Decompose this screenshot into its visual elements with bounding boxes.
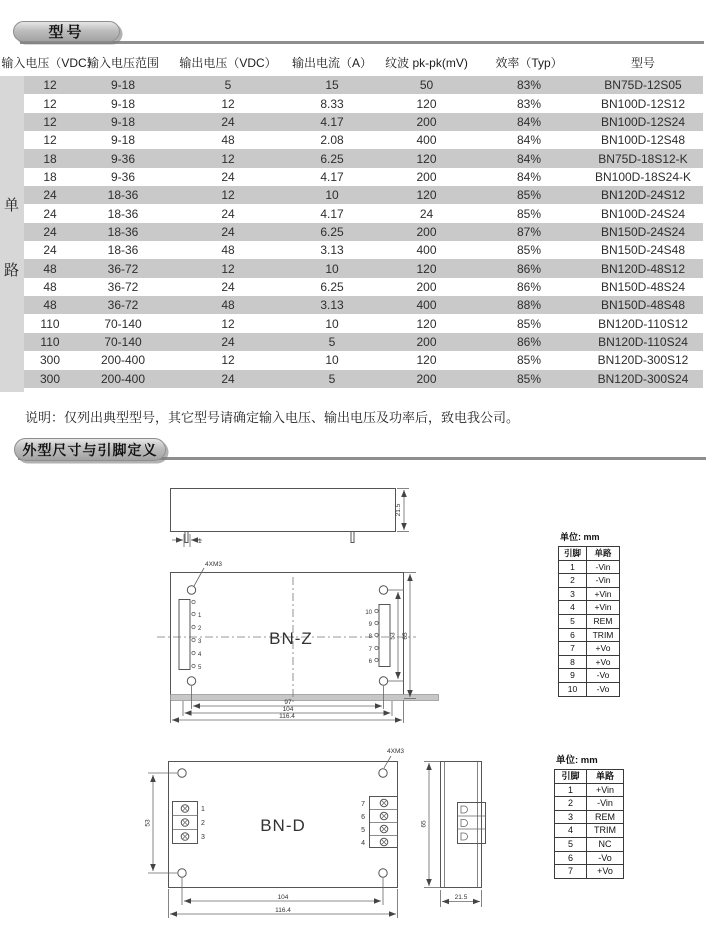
pin-table-cell: REM — [587, 614, 620, 628]
table-cell: 4.17 — [320, 169, 344, 184]
table-cell: 12 — [43, 96, 57, 111]
column-header: 输出电压（VDC） — [179, 55, 277, 70]
pin-table-cell: 2 — [555, 797, 587, 811]
table-cell: 6.25 — [320, 151, 344, 166]
row-group-label-char: 路 — [4, 262, 20, 279]
table-cell: BN100D-12S24 — [600, 114, 686, 129]
pin-number: 6 — [368, 659, 372, 665]
table-cell: 36-72 — [107, 279, 139, 294]
table-cell: 6.25 — [320, 224, 344, 239]
mounting-hole — [187, 677, 195, 685]
pin-table-cell: 5 — [555, 837, 587, 851]
table-cell: BN150D-24S48 — [600, 243, 686, 258]
pin-table-row — [559, 587, 620, 601]
pin-table-row — [555, 851, 624, 865]
table-cell: BN150D-48S24 — [600, 279, 686, 294]
table-cell: 18-36 — [107, 188, 139, 203]
table-cell: 10 — [325, 353, 339, 368]
pin-table-cell: -Vo — [587, 851, 624, 865]
table-row — [24, 314, 703, 332]
table-cell: 5 — [328, 334, 336, 349]
table-cell: 400 — [416, 133, 437, 148]
table-row — [24, 296, 703, 314]
table-cell: 12 — [221, 353, 235, 368]
dim-label: 21.5 — [454, 894, 468, 901]
table-row — [24, 168, 703, 186]
pin-table-row — [555, 865, 624, 879]
pin-table-cell: +Vo — [587, 865, 624, 879]
bnd-side-view — [421, 762, 486, 908]
pin-number: 7 — [368, 647, 372, 653]
table-cell: 18-36 — [107, 224, 139, 239]
table-cell: 84% — [516, 133, 542, 148]
table-row — [24, 241, 703, 259]
pin — [185, 532, 188, 543]
table-cell: 48 — [221, 298, 235, 313]
pin-table-cell: 10 — [559, 682, 587, 696]
table-cell: 12 — [43, 78, 57, 93]
table-row — [24, 204, 703, 222]
pin-table-cell: 4 — [555, 824, 587, 838]
mounting-hole — [379, 769, 387, 777]
pin-table-cell: 6 — [559, 628, 587, 642]
table-cell: 85% — [516, 243, 542, 258]
dim-label: 65 — [402, 632, 409, 640]
column-header: 输入电压范围 — [86, 55, 159, 70]
dim-label: 104 — [277, 894, 289, 901]
table-cell: 48 — [221, 243, 235, 258]
pin-table-cell: TRIM — [587, 628, 620, 642]
table-cell: 70-140 — [104, 316, 142, 331]
table-cell: 120 — [416, 188, 437, 203]
pin-table-cell: 3 — [555, 810, 587, 824]
table-cell: BN120D-300S24 — [597, 371, 689, 386]
pin-number: 3 — [198, 639, 202, 645]
table-cell: 400 — [416, 243, 437, 258]
terminal-number: 5 — [361, 827, 365, 834]
pin-table-cell: 7 — [559, 642, 587, 656]
dim-label: 116.4 — [275, 907, 291, 914]
table-cell: 300 — [39, 371, 61, 386]
table-cell: 9-36 — [110, 151, 136, 166]
table-cell: 8.33 — [320, 96, 344, 111]
dim-label-pin-width: 1 — [198, 538, 202, 545]
table-cell: 48 — [43, 298, 57, 313]
table-cell: 24 — [419, 206, 434, 221]
mounting-hole — [178, 769, 186, 777]
table-cell: 9-18 — [110, 78, 136, 93]
table-cell: 86% — [516, 261, 542, 276]
table-cell: BN120D-110S24 — [598, 334, 688, 349]
table-cell: 84% — [516, 114, 542, 129]
pin-table-row — [559, 601, 620, 615]
pin-table-header-cell: 引脚 — [559, 547, 587, 561]
table-cell: 83% — [516, 78, 542, 93]
table-cell: 6.25 — [320, 279, 344, 294]
table-cell: 18 — [43, 151, 57, 166]
table-cell: 50 — [419, 78, 434, 93]
pin-table-cell: -Vin — [587, 560, 620, 574]
table-cell: 120 — [416, 96, 437, 111]
pin-table-row — [559, 614, 620, 628]
terminal-number: 1 — [201, 806, 205, 813]
table-cell: 120 — [416, 353, 437, 368]
dim-label-height: 21.5 — [395, 503, 402, 517]
table-cell: 24 — [43, 188, 57, 203]
bnd-pin-table-body — [555, 770, 624, 879]
dim-label: 53 — [144, 819, 152, 827]
pin-table-cell: 4 — [559, 601, 587, 615]
section-tab-outline: 外型尺寸与引脚定义 — [14, 438, 166, 461]
column-header: 型号 — [630, 55, 655, 70]
screw-spec-label: 4XM3 — [387, 748, 404, 755]
table-cell: 5 — [224, 78, 232, 93]
table-cell: 85% — [516, 371, 542, 386]
table-cell: BN150D-24S24 — [600, 224, 686, 239]
table-cell: 12 — [221, 261, 235, 276]
table-cell: BN120D-110S12 — [598, 316, 688, 331]
table-cell: BN100D-18S24-K — [594, 169, 692, 184]
table-cell: 48 — [221, 133, 235, 148]
table-row — [24, 351, 703, 369]
table-cell: 200 — [416, 224, 437, 239]
table-cell: 24 — [43, 206, 57, 221]
table-cell: 10 — [325, 261, 339, 276]
column-header: 输出电流（A） — [291, 55, 372, 70]
table-cell: 200 — [416, 169, 437, 184]
table-cell: 24 — [221, 224, 235, 239]
dim-label: 53 — [389, 632, 397, 640]
table-cell: 10 — [325, 316, 339, 331]
pin-table-row — [559, 628, 620, 642]
pin-table-cell: TRIM — [587, 824, 624, 838]
table-cell: 70-140 — [104, 334, 142, 349]
table-row — [24, 186, 703, 204]
table-cell: 110 — [40, 316, 60, 331]
dim-label: 116.4 — [279, 713, 295, 720]
pin-table-cell: +Vin — [587, 601, 620, 615]
table-row — [24, 370, 703, 388]
table-cell: 12 — [43, 133, 57, 148]
table-cell: 12 — [221, 188, 235, 203]
package-name-label: BN-Z — [269, 629, 313, 648]
pin-number: 5 — [198, 665, 202, 671]
row-group-label-char: 单 — [4, 197, 20, 214]
model-table — [24, 76, 703, 388]
pin-table-row — [555, 783, 624, 797]
table-cell: 9-36 — [110, 169, 136, 184]
table-cell: BN150D-48S48 — [600, 298, 686, 313]
pin-table-row — [559, 682, 620, 696]
table-row — [24, 113, 703, 131]
table-cell: 200 — [416, 114, 437, 129]
table-cell: 200-400 — [100, 371, 146, 386]
table-cell: 24 — [221, 206, 235, 221]
terminal-number: 7 — [361, 801, 365, 808]
pin-table-cell: 2 — [559, 574, 587, 588]
table-cell: 120 — [416, 151, 437, 166]
table-cell: 3.13 — [320, 298, 344, 313]
pin-table-row — [559, 655, 620, 669]
pin — [351, 532, 354, 543]
pin-number: 1 — [198, 613, 202, 619]
table-cell: 4.17 — [320, 206, 344, 221]
bnd-pin-table — [554, 752, 624, 879]
bnz-top-view — [157, 561, 439, 723]
pin-table-cell: 7 — [555, 865, 587, 879]
pin-table-cell: REM — [587, 810, 624, 824]
table-cell: 9-18 — [110, 133, 136, 148]
table-cell: 83% — [516, 96, 542, 111]
unit-label: 单位: mm — [556, 755, 598, 766]
pin-table-row — [559, 560, 620, 574]
mounting-hole — [379, 677, 387, 685]
table-cell: 48 — [43, 261, 57, 276]
pin-table-row — [555, 810, 624, 824]
pin-table-cell: +Vo — [587, 655, 620, 669]
table-cell: BN75D-18S12-K — [598, 151, 688, 166]
table-row — [24, 149, 703, 167]
pin-table-cell: +Vo — [587, 642, 620, 656]
pin-table-cell: -Vin — [587, 797, 624, 811]
table-cell: BN100D-24S24 — [600, 206, 686, 221]
pin-table-cell: +Vin — [587, 783, 624, 797]
pin-table-cell: 9 — [559, 669, 587, 683]
table-cell: 300 — [39, 353, 61, 368]
table-cell: BN100D-12S48 — [600, 133, 686, 148]
table-cell: 18 — [43, 169, 57, 184]
model-table-header — [1, 52, 703, 72]
table-cell: 85% — [516, 188, 542, 203]
table-cell: 12 — [221, 151, 235, 166]
bnd-top-view — [145, 748, 405, 918]
pin-table-cell: 1 — [559, 560, 587, 574]
pin-table-cell: NC — [587, 837, 624, 851]
table-row — [24, 278, 703, 296]
table-cell: 200-400 — [100, 353, 146, 368]
table-cell: 200 — [416, 334, 437, 349]
table-row — [24, 76, 703, 94]
table-cell: 12 — [221, 96, 235, 111]
table-cell: 48 — [43, 279, 57, 294]
table-cell: 24 — [221, 114, 235, 129]
pin-table-header-row — [555, 770, 624, 784]
pin-table-cell: -Vo — [587, 669, 620, 683]
table-cell: 84% — [516, 151, 542, 166]
table-cell: BN120D-300S12 — [597, 353, 689, 368]
pin-table-cell: 6 — [555, 851, 587, 865]
table-cell: 200 — [416, 371, 437, 386]
package-name-label: BN-D — [260, 816, 306, 835]
pin-table-row — [559, 669, 620, 683]
table-cell: 5 — [328, 371, 336, 386]
table-cell: 87% — [516, 224, 542, 239]
pin-table-cell: 8 — [559, 655, 587, 669]
screw-spec-label: 4XM3 — [205, 561, 222, 568]
table-cell: 85% — [516, 206, 542, 221]
mounting-hole — [187, 586, 195, 594]
pin-table-header-cell: 引脚 — [555, 770, 587, 784]
table-cell: BN120D-48S12 — [600, 261, 686, 276]
table-row — [24, 259, 703, 277]
table-cell: 24 — [221, 279, 235, 294]
pin-table-row — [555, 824, 624, 838]
section-tab-models: 型号 — [13, 21, 120, 42]
table-cell: BN100D-12S12 — [600, 96, 686, 111]
table-cell: 12 — [221, 316, 235, 331]
column-header: 效率（Typ） — [495, 55, 563, 70]
pin-table-cell: 5 — [559, 614, 587, 628]
terminal-number: 3 — [201, 834, 205, 841]
table-cell: 85% — [516, 353, 542, 368]
mounting-hole — [379, 869, 387, 877]
dim-label: 97 — [284, 699, 292, 706]
dim-label: 65 — [420, 820, 428, 828]
table-cell: 36-72 — [107, 261, 139, 276]
pin-table-cell: 3 — [559, 587, 587, 601]
pin-table-row — [555, 837, 624, 851]
table-cell: 120 — [416, 316, 437, 331]
pin-number: 4 — [198, 652, 202, 658]
bnz-pin-table-body — [559, 547, 620, 697]
table-cell: 12 — [43, 114, 57, 129]
table-cell: 86% — [516, 279, 542, 294]
row-group-strip — [0, 76, 24, 392]
unit-label: 单位: mm — [560, 532, 600, 542]
bnz-pin-table — [558, 530, 620, 697]
pin-table-row — [559, 574, 620, 588]
table-row — [24, 333, 703, 351]
table-cell: 400 — [416, 298, 437, 313]
table-cell: 18-36 — [107, 243, 139, 258]
pin-number: 8 — [368, 634, 372, 640]
pin-header — [179, 600, 190, 670]
table-cell: 86% — [516, 334, 542, 349]
terminal-block — [370, 797, 398, 848]
pin-table-row — [555, 797, 624, 811]
dim-label: 104 — [282, 706, 294, 713]
pin-table-cell: 1 — [555, 783, 587, 797]
table-cell: 24 — [43, 243, 57, 258]
pin-table-row — [559, 642, 620, 656]
table-cell: 120 — [416, 261, 437, 276]
table-cell: 18-36 — [107, 206, 139, 221]
table-cell: 24 — [43, 224, 57, 239]
table-cell: 88% — [516, 298, 542, 313]
pin-table-header-cell: 单路 — [587, 547, 620, 561]
table-cell: 200 — [416, 279, 437, 294]
pin-number: 10 — [365, 610, 372, 616]
table-cell: BN120D-24S12 — [600, 188, 686, 203]
section-rule — [20, 41, 704, 44]
note-text: 说明：仅列出典型型号，其它型号请确定输入电压、输出电压及功率后，致电我公司。 — [25, 410, 520, 425]
table-cell: 9-18 — [110, 114, 136, 129]
table-cell: 110 — [40, 334, 60, 349]
pin-header — [379, 605, 390, 667]
table-cell: 15 — [325, 78, 339, 93]
table-cell: 24 — [221, 371, 235, 386]
column-header: 输入电压（VDC） — [1, 55, 99, 70]
pin-table-cell: -Vo — [587, 682, 620, 696]
table-cell: BN75D-12S05 — [604, 78, 682, 93]
table-cell: 3.13 — [320, 243, 344, 258]
terminal-number: 4 — [361, 840, 365, 847]
table-cell: 4.17 — [320, 114, 344, 129]
pin-number: 2 — [198, 626, 202, 632]
mounting-hole — [379, 586, 387, 594]
table-row — [24, 223, 703, 241]
table-cell: 24 — [221, 169, 235, 184]
table-cell: 9-18 — [110, 96, 136, 111]
table-cell: 36-72 — [107, 298, 139, 313]
table-cell: 10 — [325, 188, 339, 203]
table-row — [24, 94, 703, 112]
column-header: 纹波 pk-pk(mV) — [385, 55, 468, 70]
mounting-hole — [178, 869, 186, 877]
pin-table-header-cell: 单路 — [587, 770, 624, 784]
table-cell: 85% — [516, 316, 542, 331]
table-row — [24, 131, 703, 149]
pin-table-cell: +Vin — [587, 587, 620, 601]
pin-table-header-row — [559, 547, 620, 561]
pin-table-cell: -Vin — [587, 574, 620, 588]
terminal-number: 6 — [361, 814, 365, 821]
pin-number: 9 — [368, 622, 372, 628]
table-cell: 84% — [516, 169, 542, 184]
module-side-view — [171, 489, 410, 548]
terminal-number: 2 — [201, 820, 205, 827]
table-cell: 24 — [221, 334, 235, 349]
table-cell: 2.08 — [320, 133, 344, 148]
